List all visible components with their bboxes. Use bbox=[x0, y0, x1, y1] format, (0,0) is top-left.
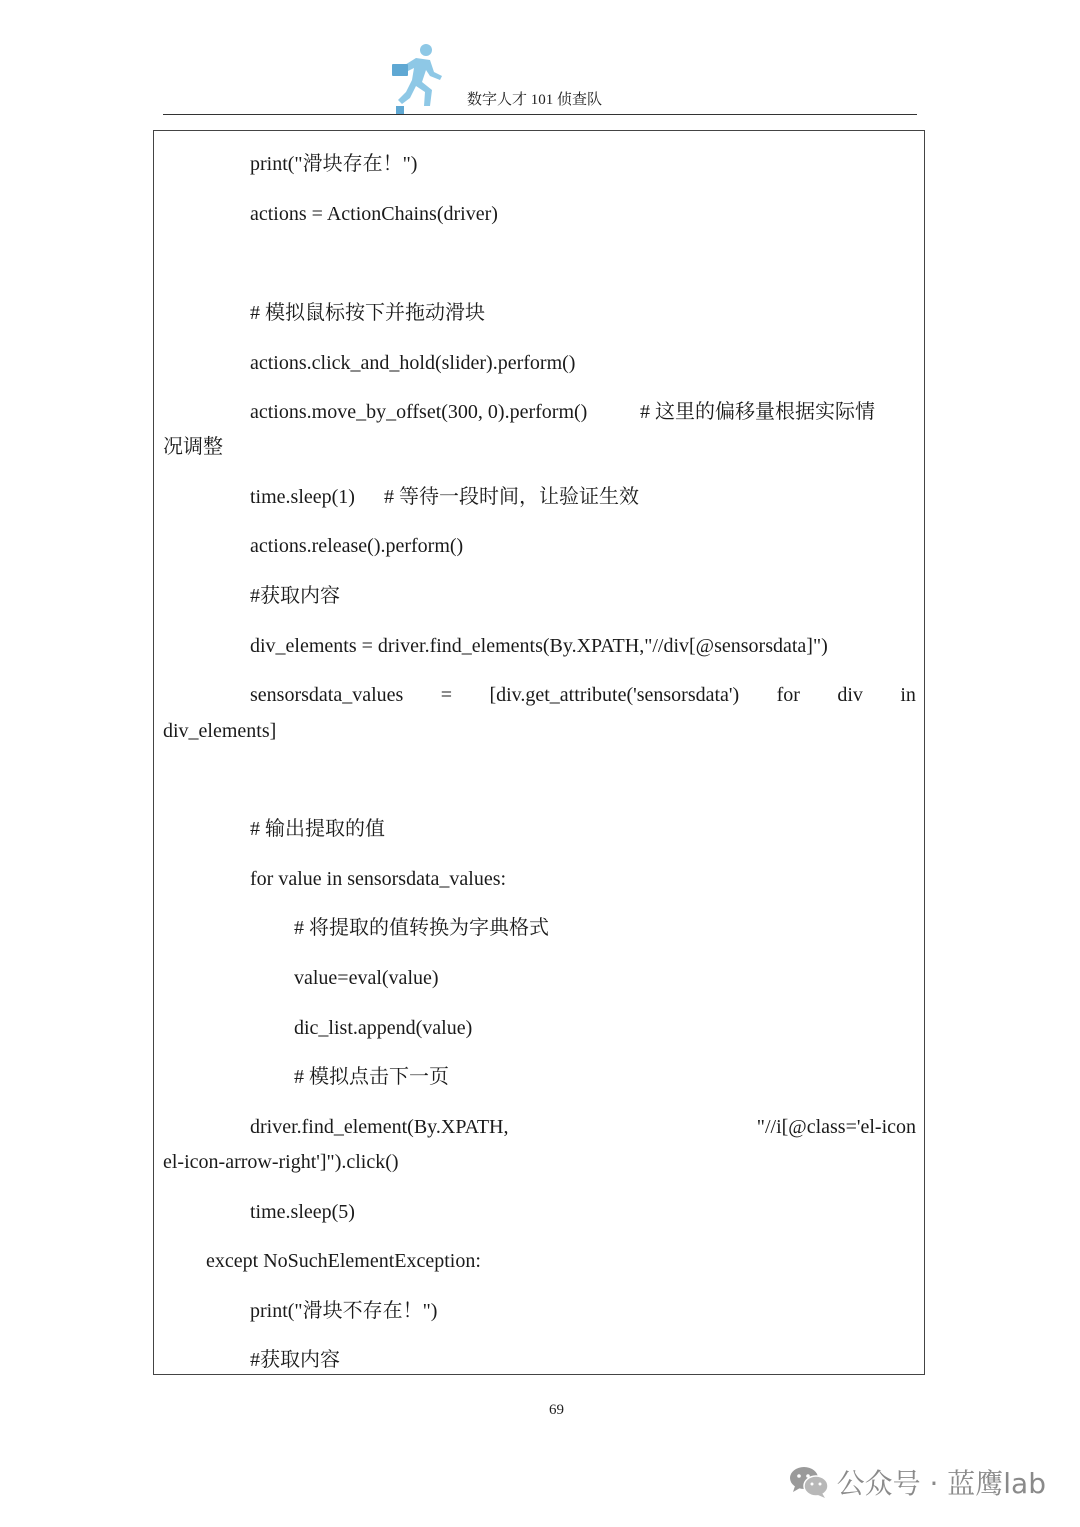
code-line: actions = ActionChains(driver) bbox=[250, 203, 498, 225]
code-comment: # 等待一段时间，让验证生效 bbox=[384, 486, 639, 508]
code-token: sensorsdata_values bbox=[250, 684, 404, 706]
code-token: "//i[@class='el-icon bbox=[756, 1116, 916, 1138]
code-comment-wrap: 况调整 bbox=[163, 436, 223, 458]
code-comment: # 这里的偏移量根据实际情 bbox=[640, 401, 875, 423]
header-divider bbox=[163, 114, 917, 115]
code-line: actions.release().perform() bbox=[250, 535, 464, 557]
code-token: driver.find_element(By.XPATH, bbox=[250, 1116, 509, 1138]
watermark-text: 公众号 · 蓝鹰lab bbox=[836, 1467, 1046, 1500]
code-comment: # 将提取的值转换为字典格式 bbox=[294, 917, 549, 939]
header-title: 数字人才 101 侦查队 bbox=[467, 92, 603, 108]
code-token: [div.get_attribute('sensorsdata') bbox=[489, 684, 740, 706]
code-line: for value in sensorsdata_values: bbox=[250, 868, 507, 890]
code-line-wrap: div_elements] bbox=[163, 720, 277, 742]
code-line: value=eval(value) bbox=[294, 967, 439, 989]
code-comment: #获取内容 bbox=[250, 585, 340, 607]
code-line: div_elements = driver.find_elements(By.XPATH,"//div[@sensorsdata]") bbox=[250, 635, 828, 657]
code-comment: #获取内容 bbox=[250, 1349, 340, 1371]
code-line: time.sleep(1) bbox=[250, 486, 355, 508]
code-line-justified bbox=[250, 1109, 916, 1145]
code-line-wrap: el-icon-arrow-right']").click() bbox=[163, 1151, 399, 1173]
code-line: dic_list.append(value) bbox=[294, 1017, 473, 1039]
wechat-icon bbox=[789, 1465, 829, 1499]
code-line-justified bbox=[250, 677, 916, 713]
code-line: time.sleep(5) bbox=[250, 1201, 355, 1223]
page-number: 69 bbox=[549, 1402, 564, 1418]
code-line: print("滑块不存在！") bbox=[250, 1300, 438, 1322]
code-line: print("滑块存在！") bbox=[250, 153, 418, 175]
code-comment: # 模拟点击下一页 bbox=[294, 1066, 449, 1088]
code-token: in bbox=[900, 684, 916, 706]
code-comment: # 模拟鼠标按下并拖动滑块 bbox=[250, 302, 485, 324]
code-token: div bbox=[837, 684, 863, 706]
code-line: actions.move_by_offset(300, 0).perform() bbox=[250, 401, 588, 423]
code-comment: # 输出提取的值 bbox=[250, 818, 385, 840]
runner-logo-icon bbox=[388, 42, 446, 116]
code-line: actions.click_and_hold(slider).perform() bbox=[250, 352, 576, 374]
code-token: for bbox=[776, 684, 800, 706]
code-line: except NoSuchElementException: bbox=[206, 1250, 481, 1272]
watermark bbox=[789, 1462, 1046, 1502]
code-token: = bbox=[440, 684, 453, 706]
